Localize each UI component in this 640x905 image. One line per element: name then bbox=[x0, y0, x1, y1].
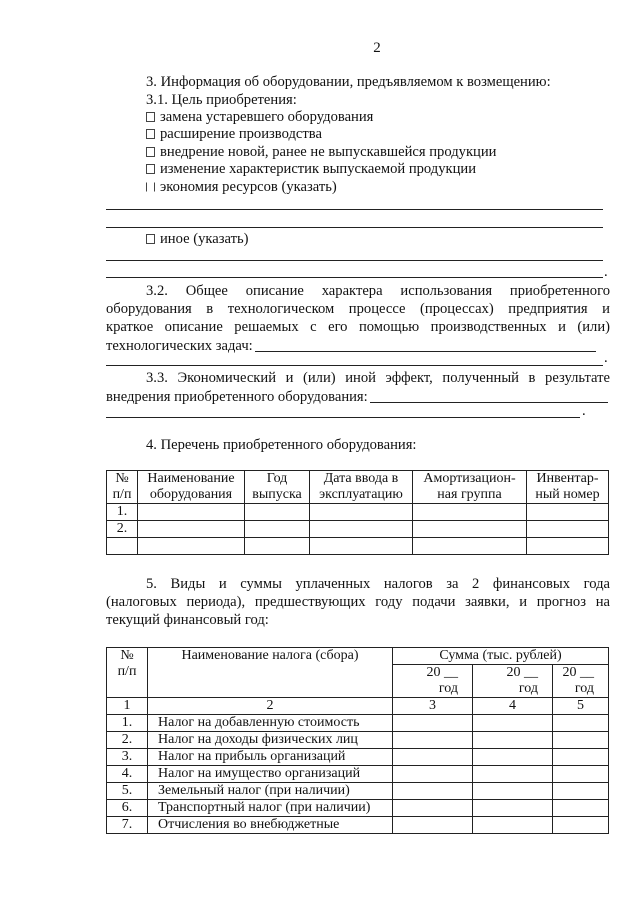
option-new-product[interactable]: внедрение новой, ранее не выпускавшейся продукции bbox=[146, 144, 496, 161]
page-number: 2 bbox=[373, 40, 381, 56]
section31-heading: 3.1. Цель приобретения: bbox=[146, 92, 297, 108]
resource-saving-line-2[interactable] bbox=[106, 227, 603, 228]
end-dot: . bbox=[604, 264, 608, 280]
table-row: 2. Налог на доходы физических лиц bbox=[107, 732, 609, 749]
checkbox-icon[interactable] bbox=[146, 164, 155, 174]
p32-line-1: 3.2. Общее описание характера использования приобретенного bbox=[146, 283, 610, 299]
resource-saving-line-1[interactable] bbox=[106, 209, 603, 210]
col-equipment-name: Наименование оборудования bbox=[138, 471, 245, 504]
paragraph-3-3 bbox=[106, 370, 610, 406]
s5-line-2: (налоговых периода), предшествующих году подачи заявки, и прогноз на bbox=[106, 594, 610, 610]
p33-line-1: 3.3. Экономический и (или) иной эффект, полученный в результате bbox=[146, 370, 610, 386]
p32-line-2: оборудования в технологическом процессе (процессах) предприятия и bbox=[106, 301, 610, 317]
col-commissioning-date: Дата ввода в эксплуатацию bbox=[310, 471, 413, 504]
section3-heading: 3. Информация об оборудовании, предъявляемом к возмещению: bbox=[146, 74, 551, 90]
year-2[interactable]: 20 __ год bbox=[473, 665, 553, 698]
checkbox-icon[interactable] bbox=[146, 112, 155, 122]
end-dot: . bbox=[604, 350, 608, 366]
option-replacement[interactable]: замена устаревшего оборудования bbox=[146, 109, 373, 126]
taxes-table-header bbox=[107, 648, 609, 665]
table-row: 6. Транспортный налог (при наличии) bbox=[107, 800, 609, 817]
table-row: 3. Налог на прибыль организаций bbox=[107, 749, 609, 766]
col-depreciation-group: Амортизацион- ная группа bbox=[413, 471, 527, 504]
checkbox-icon[interactable] bbox=[146, 182, 155, 192]
option-other[interactable]: иное (указать) bbox=[146, 231, 248, 248]
paragraph-3-2 bbox=[106, 283, 610, 355]
col-number: № п/п bbox=[107, 648, 148, 698]
option-characteristics[interactable]: изменение характеристик выпускаемой продукции bbox=[146, 161, 476, 178]
table-row: 5. Земельный налог (при наличии) bbox=[107, 783, 609, 800]
table-row: 2. bbox=[107, 521, 609, 538]
p32-line-3: краткое описание решаемых с его помощью производственных и (или) bbox=[106, 319, 610, 335]
col-number: № п/п bbox=[107, 471, 138, 504]
p32-answer-line-2[interactable] bbox=[106, 365, 603, 366]
table-row: 1. Налог на добавленную стоимость bbox=[107, 715, 609, 732]
checkbox-icon[interactable] bbox=[146, 147, 155, 157]
p33-answer-line[interactable] bbox=[370, 402, 608, 403]
taxes-table bbox=[106, 647, 609, 834]
equipment-table-header bbox=[107, 471, 609, 504]
s5-line-1: 5. Виды и суммы уплаченных налогов за 2 финансовых года bbox=[146, 576, 610, 592]
table-row: 1. bbox=[107, 504, 609, 521]
year-1[interactable]: 20 __ год bbox=[393, 665, 473, 698]
checkbox-icon[interactable] bbox=[146, 129, 155, 139]
p33-answer-line-2[interactable] bbox=[106, 417, 580, 418]
col-sum: Сумма (тыс. рублей) bbox=[393, 648, 609, 665]
table-row: 4. Налог на имущество организаций bbox=[107, 766, 609, 783]
option-expansion[interactable]: расширение производства bbox=[146, 126, 322, 143]
table-row: 7. Отчисления во внебюджетные bbox=[107, 817, 609, 834]
p32-answer-line[interactable] bbox=[255, 351, 596, 352]
year-3[interactable]: 20 __ год bbox=[553, 665, 609, 698]
equipment-table bbox=[106, 470, 609, 555]
col-inventory-number: Инвентар- ный номер bbox=[527, 471, 609, 504]
section5-paragraph bbox=[106, 576, 610, 630]
p33-line-2: внедрения приобретенного оборудования: bbox=[106, 388, 610, 406]
other-line-2[interactable] bbox=[106, 277, 603, 278]
table-row bbox=[107, 538, 609, 555]
col-year: Год выпуска bbox=[245, 471, 310, 504]
p32-line-4: технологических задач: bbox=[106, 337, 610, 355]
option-resource-saving[interactable]: экономия ресурсов (указать) bbox=[146, 179, 337, 196]
s5-line-3: текущий финансовый год: bbox=[106, 612, 269, 628]
end-dot: . bbox=[582, 403, 586, 419]
checkbox-icon[interactable] bbox=[146, 234, 155, 244]
taxes-index-row: 1 2 3 4 5 bbox=[107, 698, 609, 715]
other-line-1[interactable] bbox=[106, 260, 603, 261]
section4-heading: 4. Перечень приобретенного оборудования: bbox=[146, 437, 417, 453]
col-tax-name: Наименование налога (сбора) bbox=[148, 648, 393, 698]
